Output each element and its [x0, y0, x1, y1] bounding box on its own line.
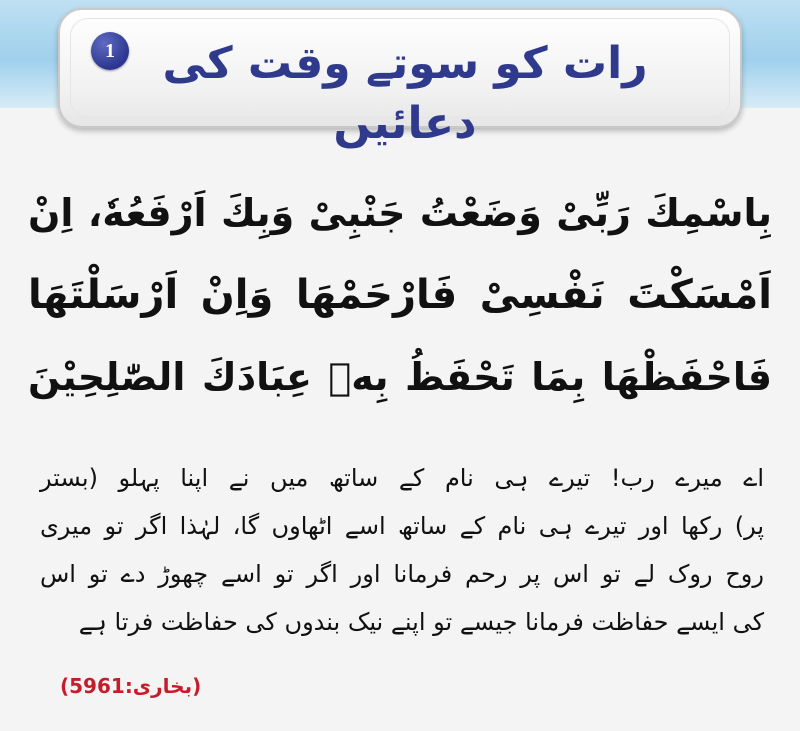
urdu-line-2: پر) رکھا اور تیرے ہی نام کے ساتھ اسے اٹھاوں گا، لہٰذا اگر تو میری: [40, 512, 764, 540]
urdu-line-4: کی ایسے حفاظت فرمانا جیسے تو اپنے نیک بندوں کی حفاظت فرتا ہے: [78, 608, 764, 636]
urdu-line-1: اے میرے رب! تیرے ہی نام کے ساتھ میں نے اپنا پہلو (بستر: [40, 464, 764, 492]
urdu-translation: [40, 454, 764, 646]
dua-number-badge: 1: [91, 32, 129, 70]
page-title: رات کو سوتے وقت کی دعائیں: [162, 38, 648, 149]
arabic-line-1: بِاسْمِكَ رَبِّىْ وَضَعْتُ جَنْبِىْ وَبِكَ اَرْفَعُهٗ، اِنْ: [28, 191, 772, 235]
arabic-line-2: اَمْسَكْتَ نَفْسِىْ فَارْحَمْهَا وَاِنْ اَرْسَلْتَهَا: [28, 272, 772, 318]
urdu-line-3: روح روک لے تو اس پر رحم فرمانا اور اگر تو اسے چھوڑ دے تو اس: [40, 560, 764, 588]
arabic-line-3: فَاحْفَظْهَا بِمَا تَحْفَظُ بِهٖ عِبَادَكَ الصّٰلِحِيْنَ: [28, 355, 772, 399]
hadith-reference: (بخاری:5961): [60, 674, 202, 698]
arabic-dua-text: [28, 172, 772, 418]
